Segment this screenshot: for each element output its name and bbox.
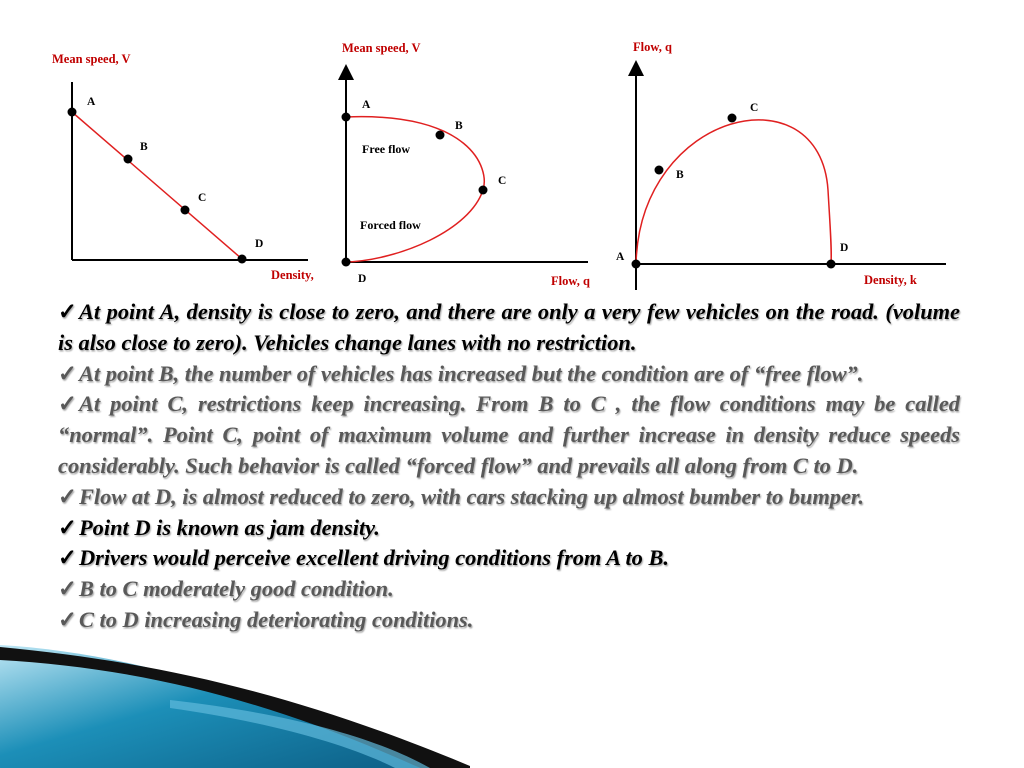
bullet-text: C to D increasing deteriorating conditions. xyxy=(79,606,474,632)
bullet-text: B to C moderately good condition. xyxy=(79,576,394,602)
forced-flow-label: Forced flow xyxy=(360,218,421,232)
diagram2-label-d: D xyxy=(358,273,367,285)
diagram3-point-a xyxy=(632,260,641,269)
bullet-item-c-to-d xyxy=(58,605,960,636)
diagram2-x-label: Flow, q xyxy=(551,274,590,288)
bullet-text: At point C, restrictions keep increasing. From B to C , the flow conditions may be called “normal”. Point C, point of maximum volume and further increase in density reduce speeds considerably. Such behavior is called “forced flow” and prevails all along from C to D. xyxy=(58,391,960,478)
check-icon: ✓ xyxy=(58,545,77,571)
bullet-item-point-b xyxy=(58,359,960,390)
diagram3-label-a: A xyxy=(616,251,625,263)
check-icon: ✓ xyxy=(58,606,77,632)
diagram1-point-d xyxy=(238,255,247,264)
check-icon: ✓ xyxy=(58,576,77,602)
diagram1-speed-line xyxy=(72,112,242,259)
diagram1-label-a: A xyxy=(87,96,96,108)
diagram1-label-c: C xyxy=(198,192,207,204)
bullet-item-jam-density xyxy=(58,513,960,544)
flow-density-diagram xyxy=(616,40,946,290)
bullet-item-point-d xyxy=(58,482,960,513)
bullet-text: At point A, density is close to zero, and there are only a very few vehicles on the road. (volume is also close to zero). Vehicles change lanes with no restriction. xyxy=(58,299,960,355)
check-icon: ✓ xyxy=(58,483,77,509)
diagram3-label-b: B xyxy=(676,169,684,181)
corner-decoration xyxy=(0,640,640,768)
bullet-text: Drivers would perceive excellent driving conditions from A to B. xyxy=(79,545,670,571)
diagram3-label-c: C xyxy=(750,102,759,114)
bullet-item-point-c xyxy=(58,389,960,481)
diagram1-point-b xyxy=(124,155,133,164)
diagram3-label-d: D xyxy=(840,242,849,254)
diagram3-flow-density-curve xyxy=(636,120,831,264)
diagram3-point-c xyxy=(728,114,737,123)
diagram2-point-d xyxy=(342,258,351,267)
speed-flow-diagram xyxy=(342,41,590,288)
diagram3-y-label: Flow, q xyxy=(633,40,672,54)
diagram2-point-b xyxy=(436,131,445,140)
check-icon: ✓ xyxy=(58,299,77,324)
check-icon: ✓ xyxy=(58,391,77,417)
diagrams-panel xyxy=(0,0,1024,300)
diagram1-y-label: Mean speed, V xyxy=(52,52,131,66)
diagram3-point-b xyxy=(655,166,664,175)
diagram2-label-c: C xyxy=(498,175,507,187)
diagram3-point-d xyxy=(827,260,836,269)
diagram1-label-b: B xyxy=(140,141,148,153)
diagram2-speed-flow-curve xyxy=(346,117,484,262)
diagram1-label-d: D xyxy=(255,238,264,250)
check-icon: ✓ xyxy=(58,514,77,540)
bullet-text: At point B, the number of vehicles has increased but the condition are of “free flow”. xyxy=(79,360,864,386)
diagram2-point-a xyxy=(342,113,351,122)
bullet-item-a-to-b xyxy=(58,543,960,574)
bullet-list xyxy=(58,297,960,636)
bullet-item-b-to-c xyxy=(58,574,960,605)
diagram2-label-a: A xyxy=(362,99,371,111)
bullet-text: Point D is known as jam density. xyxy=(79,514,380,540)
check-icon: ✓ xyxy=(58,360,77,386)
free-flow-label: Free flow xyxy=(362,142,411,156)
diagram1-x-label: Density, xyxy=(271,268,314,282)
diagram1-point-c xyxy=(181,206,190,215)
bullet-item-point-a xyxy=(58,297,960,359)
speed-density-diagram xyxy=(52,52,314,282)
diagram2-y-label: Mean speed, V xyxy=(342,41,421,55)
diagram3-x-label: Density, k xyxy=(864,273,917,287)
bullet-text: Flow at D, is almost reduced to zero, with cars stacking up almost bumber to bumper. xyxy=(79,483,865,509)
diagram2-label-b: B xyxy=(455,120,463,132)
diagram1-point-a xyxy=(68,108,77,117)
diagram2-point-c xyxy=(479,186,488,195)
